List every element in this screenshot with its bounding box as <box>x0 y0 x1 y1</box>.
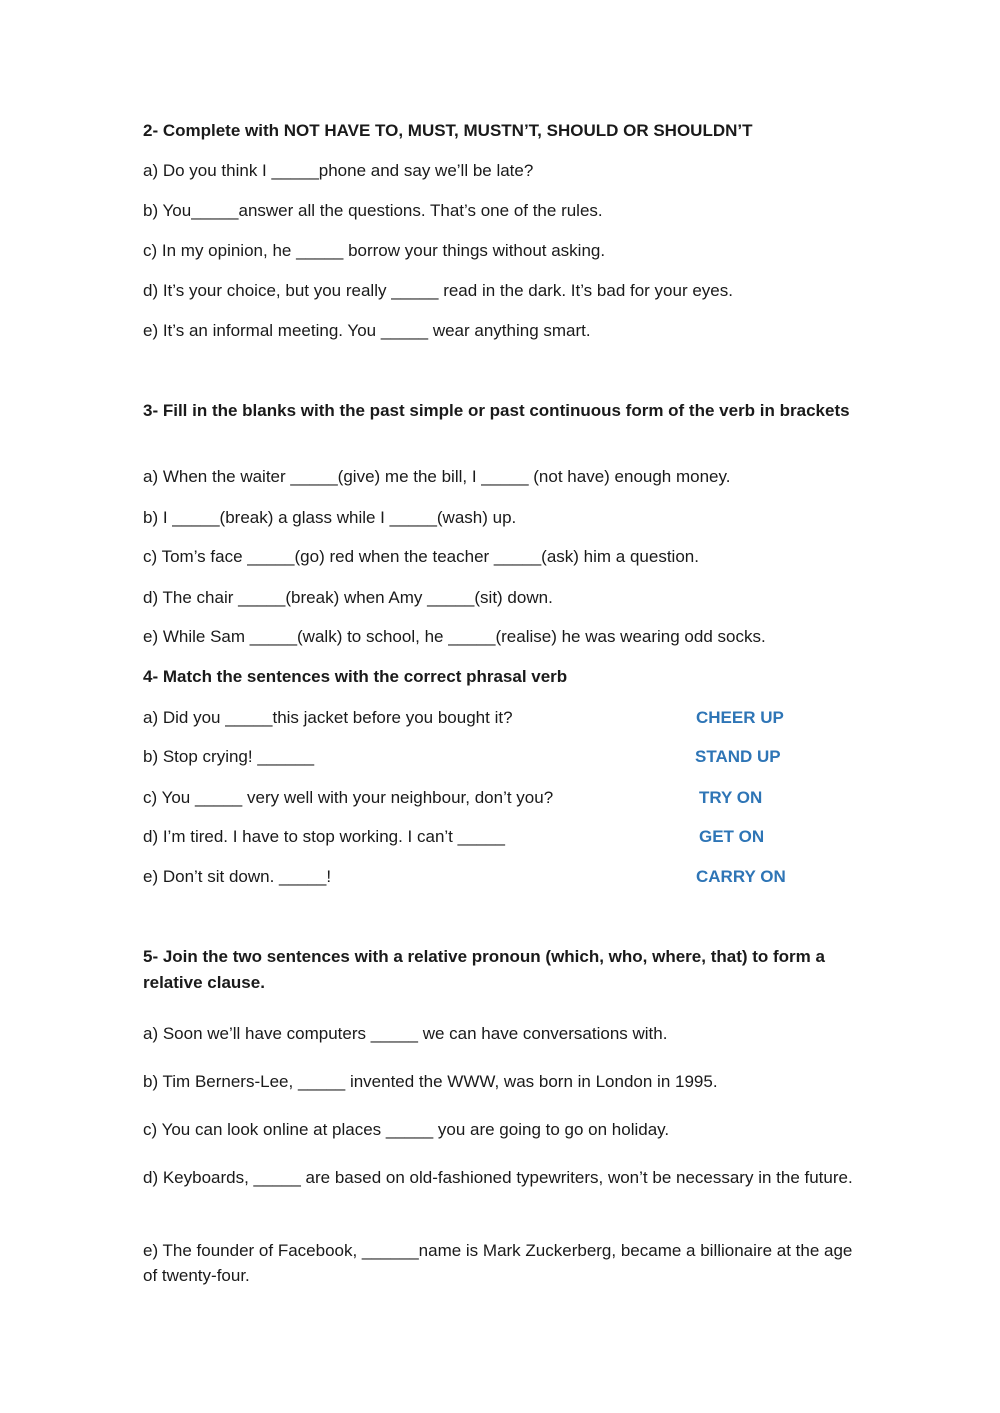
section-2-item-d: d) It’s your choice, but you really _____ read in the dark. It’s bad for your eyes. <box>143 281 733 300</box>
section-2-heading: 2- Complete with NOT HAVE TO, MUST, MUSTN’T, SHOULD OR SHOULDN’T <box>143 121 753 140</box>
section-4-heading: 4- Match the sentences with the correct phrasal verb <box>143 667 568 686</box>
section-3-item-e: e) While Sam _____(walk) to school, he _____(realise) he was wearing odd socks. <box>143 627 766 646</box>
section-5-item-b: b) Tim Berners-Lee, _____ invented the WWW, was born in London in 1995. <box>143 1072 718 1091</box>
phrasal-verb-option: GET ON <box>699 827 765 846</box>
section-4-item-c: c) You _____ very well with your neighbour, don’t you? <box>143 788 554 807</box>
section-3-item-b: b) I _____(break) a glass while I _____(wash) up. <box>143 508 517 527</box>
section-2-item-b: b) You_____answer all the questions. That’s one of the rules. <box>143 201 603 220</box>
section-4-item-e: e) Don’t sit down. _____! <box>143 867 332 886</box>
phrasal-verb-option: TRY ON <box>699 788 763 807</box>
section-3-heading: 3- Fill in the blanks with the past simple or past continuous form of the verb in brackets <box>143 401 850 420</box>
section-2-item-e: e) It’s an informal meeting. You _____ wear anything smart. <box>143 321 591 340</box>
section-5-item-a: a) Soon we’ll have computers _____ we can have conversations with. <box>143 1024 668 1043</box>
phrasal-verb-option: CHEER UP <box>696 708 784 727</box>
section-5-heading: 5- Join the two sentences with a relative pronoun (which, who, where, that) to form a relative clause. <box>143 947 825 992</box>
section-4-item-b: b) Stop crying! ______ <box>143 747 315 766</box>
section-2-item-c: c) In my opinion, he _____ borrow your things without asking. <box>143 241 606 260</box>
section-4-item-a: a) Did you _____this jacket before you bought it? <box>143 708 513 727</box>
phrasal-verb-option: CARRY ON <box>696 867 786 886</box>
section-3-item-c: c) Tom’s face _____(go) red when the teacher _____(ask) him a question. <box>143 547 699 566</box>
section-2-item-a: a) Do you think I _____phone and say we’ll be late? <box>143 161 534 180</box>
section-4-item-d: d) I’m tired. I have to stop working. I can’t _____ <box>143 827 505 846</box>
section-5-item-d: d) Keyboards, _____ are based on old-fashioned typewriters, won’t be necessary in the future. <box>143 1168 853 1187</box>
section-3-item-a: a) When the waiter _____(give) me the bill, I _____ (not have) enough money. <box>143 467 731 486</box>
section-5-item-e: e) The founder of Facebook, ______name is Mark Zuckerberg, became a billionaire at the age of twenty-four. <box>143 1241 853 1285</box>
section-3-item-d: d) The chair _____(break) when Amy _____(sit) down. <box>143 588 553 607</box>
section-5-item-c: c) You can look online at places _____ you are going to go on holiday. <box>143 1120 670 1139</box>
phrasal-verb-option: STAND UP <box>695 747 781 766</box>
